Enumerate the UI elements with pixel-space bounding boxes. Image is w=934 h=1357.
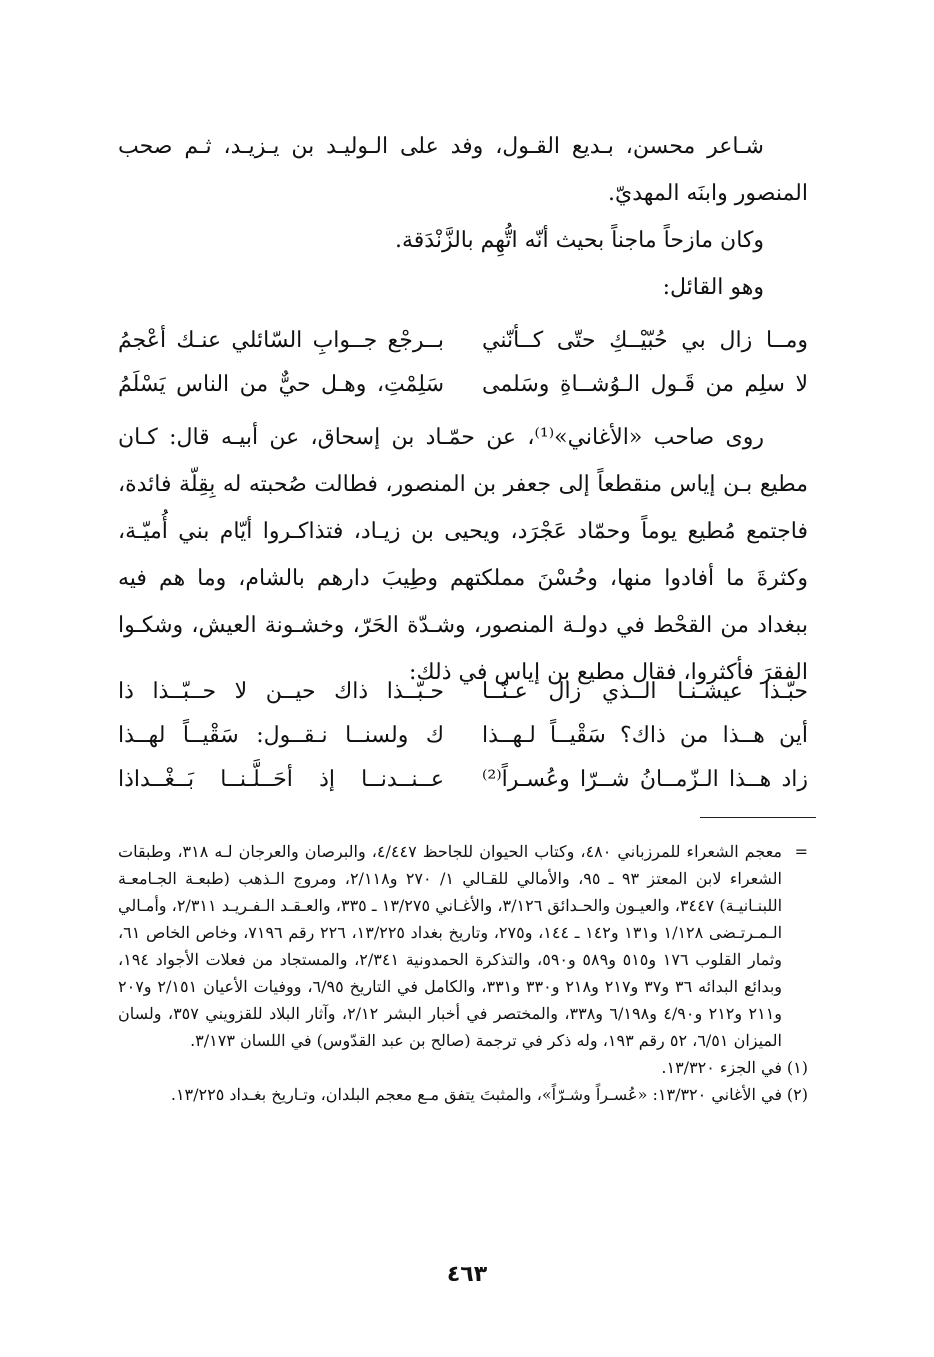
footnote-text: في الأغاني ١٣/٣٢٠: «عُسـراً وشـرّاً»، والمثبتَ يتفق مـع معجم البلدان، وتـاريخ بغـداد ١٣/٢٢٥. xyxy=(170,1085,782,1104)
verse-sadr: لا سلِم من قَـول الـوُشــاةِ وسَلمى xyxy=(482,372,808,397)
verse xyxy=(118,714,808,758)
footnote-continuation xyxy=(118,838,808,1054)
footnote-separator xyxy=(700,817,816,818)
page-number: ٤٦٣ xyxy=(446,1262,488,1287)
verse xyxy=(118,363,808,407)
footnotes xyxy=(118,838,808,1108)
verse-ajuz: بــرجْع جــوابِ السّائلي عنـك أعْجمُ xyxy=(118,328,444,353)
verse-sadr: حبّـذا عيشـنـا الــذي زال عـنّــا xyxy=(482,679,808,704)
poem-second xyxy=(118,670,808,802)
footnote-continuation-text: معجم الشعراء للمرزباني ٤٨٠، وكتاب الحيوان للجاحظ ٤/٤٤٧، والبرصان والعرجان لـه ٣١٨، وطبقات الشعراء لابن المعتز ٩٣ ـ ٩٥، والأمالي للقـالي ١/ ٢٧٠ و٢/١١٨، ومروج الـذهب (طبعـة الجـامعـة اللبنـانيـة) ٣٤٤٧، والعيـون والحـدائق ٣/١٢٦، والأغـاني ١٣/٢٧٥ ـ ٣٣٥، والعـقـد الـفـريـد ٢/٣١١، وأمـالي الـمـرتـضى ١/١٢٨ و١٣١ و١٤٢ ـ ١٤٤، و٢٧٥، وتاريخ بغداد ١٣/٢٢٥، ٢٢٦ رقم ٧١٩٦، وخاص الخاص ٦١، وثمار القلوب ١٧٦ و٥١٥ و٥٨٩ و٥٩٠، والتذكرة الحمدونية ٢/٣٤١، والمستجاد من فعلات الأجواد ١٩٤، وبدائع البدائه ٣٦ و٣٧ و٢١٧ و٢١٨ و٣٣٠ و٣٣١، والكامل في التاريخ ٦/٩٥، ووفيات الأعيان ٢/١٥١ و٢٠٧ و٢١١ و٢١٢ و٤/٩٠ و٦/١٩٨ و٣٣٨، والمختصر في أخبار البشر ٢/١٢، وآثار البلاد للقزويني ٣٥٧، ولسان الميزان ٦/٥١، ٥٢ رقم ١٩٣، وله ذكر في ترجمة (صالح بن عبد القدّوس) في اللسان ٣/١٧٣. xyxy=(118,842,783,1050)
verse-ajuz: عــنــدنــا إذ أحَــلَّـنــا بَــغْــداذا xyxy=(118,767,444,792)
continuation-marker: = xyxy=(794,842,808,861)
verse-ajuz: حـبّــذا ذاك حيــن لا حــبّــذا ذا xyxy=(118,679,444,704)
verse xyxy=(118,319,808,363)
footnote-text: في الجزء ١٣/٣٢٠. xyxy=(661,1058,782,1077)
verse xyxy=(118,758,808,802)
verse-ajuz: ك ولسنــا نـقــول: سَقْيــاً لهــذا xyxy=(118,723,444,748)
verse xyxy=(118,670,808,714)
paragraph-aghani: روى صاحب «الأغاني»⁽¹⁾، عن حمّـاد بن إسحاق، عن أبيـه قال: كـان مطيع بـن إياس منقطعاً إلى جعفر بن المنصور، فطالت صُحبته له بِقِلّة فائدة، فاجتمع مُطيع يوماً وحمّاد عَجْرَد، ويحيى بن زيـاد، فتذاكـروا أيّام بني أُميّـة، وكثرةَ ما أفادوا منها، وحُسْنَ مملكتهم وطِيبَ دارهم بالشام، وما هم فيه ببغداد من القحْط في دولـة المنصور، وشـدّة الحَرّ، وخشـونة العيش، وشكـوا الفقرَ فأكثروا، فقال مطيع بن إياس في ذلك: xyxy=(118,425,808,685)
paragraph-wahuwa: وهو القائل: xyxy=(662,275,764,300)
poem-first xyxy=(118,319,808,407)
footnote-1 xyxy=(118,1054,808,1081)
paragraph-zandaqa: وكان مازحاً ماجناً بحيث أنّه اتُّهِم بالزَّنْدَقة. xyxy=(394,228,764,253)
footnote-number: (١) xyxy=(786,1058,808,1077)
footnote-2 xyxy=(118,1081,808,1108)
paragraph-bio: شـاعر محسن، بـديع القـول، وفد على الـوليـد بن يـزيـد، ثـم صحب المنصور وابنَه المهديّ. xyxy=(118,134,808,206)
verse-sadr: أين هــذا من ذاك؟ سَقْيــاً لـهــذا xyxy=(482,723,808,748)
verse-sadr: ومــا زال بي حُبّيْــكِ حتّى كــأنّني xyxy=(482,328,808,353)
footnote-number: (٢) xyxy=(786,1085,808,1104)
narrative-text xyxy=(118,414,808,696)
verse-ajuz: سَلِمْتِ، وهـل حيٌّ من الناس يَسْلَمُ xyxy=(118,372,444,397)
intro-text xyxy=(118,123,808,311)
verse-sadr: زاد هــذا الـزّمــانُ شــرّا وعُسـراً⁽²⁾ xyxy=(482,767,808,792)
